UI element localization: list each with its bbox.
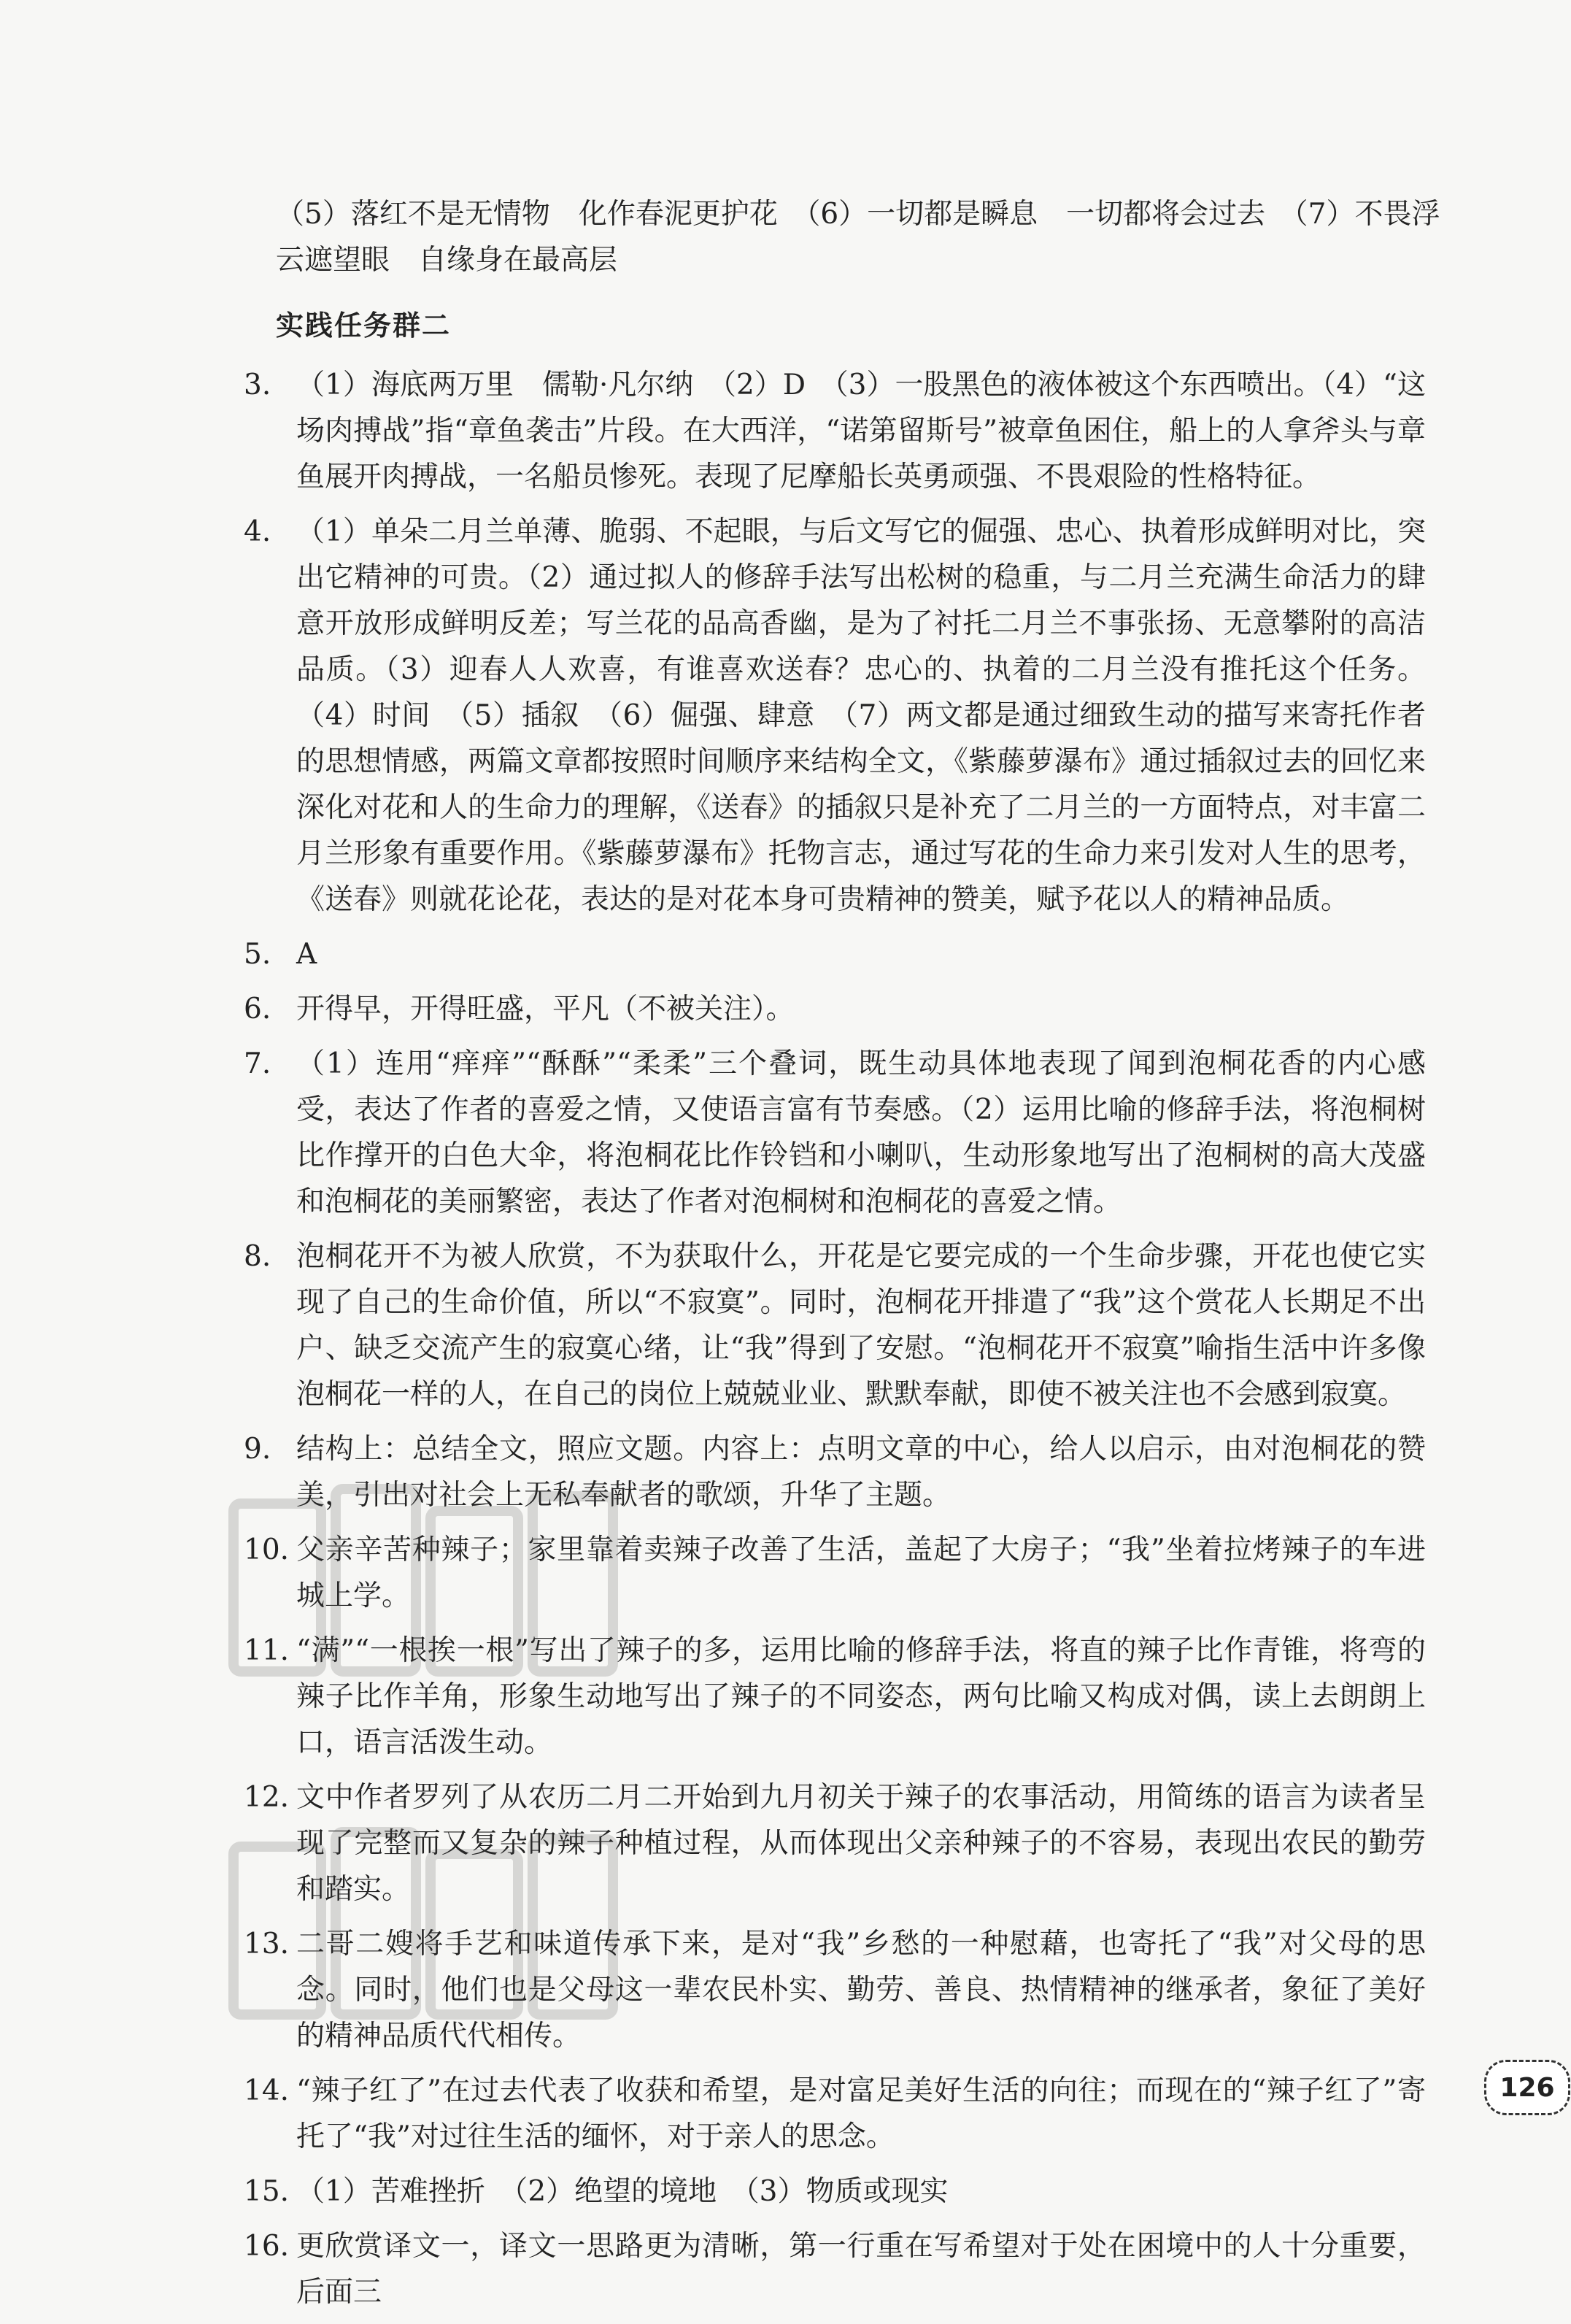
answer-item [244,2223,1426,2315]
answer-item [244,1426,1426,1518]
answer-number: 4. [244,515,271,548]
answer-text: A [296,938,317,971]
answer-number: 8. [244,1240,271,1273]
answer-number: 5. [244,938,271,971]
answer-item [244,509,1426,923]
answer-text: （1）海底两万里 儒勒·凡尔纳 （2）D （3）一股黑色的液体被这个东西喷出。（4）“这场肉搏战”指“章鱼袭击”片段。在大西洋，“诺第留斯号”被章鱼困住，船上的人拿斧头与章鱼展开肉搏战，一名船员惨死。表现了尼摩船长英勇顽强、不畏艰险的性格特征。 [296,369,1426,493]
answer-number: 9. [244,1433,271,1466]
answer-text: “满”“一根挨一根”写出了辣子的多，运用比喻的修辞手法，将直的辣子比作青锥，将弯的辣子比作羊角，形象生动地写出了辣子的不同姿态，两句比喻又构成对偶，读上去朗朗上口，语言活泼生动。 [296,1634,1426,1759]
answer-text: （1）苦难挫折 （2）绝望的境地 （3）物质或现实 [296,2175,949,2208]
answer-text: 泡桐花开不为被人欣赏，不为获取什么，开花是它要完成的一个生命步骤，开花也使它实现了自己的生命价值，所以“不寂寞”。同时，泡桐花开排遣了“我”这个赏花人长期足不出户、缺乏交流产生的寂寞心绪，让“我”得到了安慰。“泡桐花开不寂寞”喻指生活中许多像泡桐花一样的人，在自己的岗位上兢兢业业、默默奉献，即使不被关注也不会感到寂寞。 [296,1240,1426,1411]
answer-text: 结构上：总结全文，照应文题。内容上：点明文章的中心，给人以启示，由对泡桐花的赞美，引出对社会上无私奉献者的歌颂，升华了主题。 [296,1433,1426,1512]
intro-answer-line: （5）落红不是无情物 化作春泥更护花 （6）一切都是瞬息 一切都将会过去 （7）不畏浮云遮望眼 自缘身在最高层 [276,198,1440,277]
answer-item [244,1628,1426,1766]
answer-text: 父亲辛苦种辣子；家里靠着卖辣子改善了生活，盖起了大房子；“我”坐着拉烤辣子的车进城上学。 [296,1534,1426,1612]
answer-text: （1）单朵二月兰单薄、脆弱、不起眼，与后文写它的倔强、忠心、执着形成鲜明对比，突出它精神的可贵。（2）通过拟人的修辞手法写出松树的稳重，与二月兰充满生命活力的肆意开放形成鲜明反差；写兰花的品高香幽，是为了衬托二月兰不事张扬、无意攀附的高洁品质。（3）迎春人人欢喜，有谁喜欢送春？忠心的、执着的二月兰没有推托这个任务。（4）时间 （5）插叙 （6）倔强、肆意 （7）两文都是通过细致生动的描写来寄托作者的思想情感，两篇文章都按照时间顺序来结构全文，《紫藤萝瀑布》通过插叙过去的回忆来深化对花和人的生命力的理解，《送春》的插叙只是补充了二月兰的一方面特点，对丰富二月兰形象有重要作用。《紫藤萝瀑布》托物言志，通过写花的生命力来引发对人生的思考，《送春》则就花论花，表达的是对花本身可贵精神的赞美，赋予花以人的精神品质。 [296,515,1426,916]
answer-item [244,1234,1426,1417]
answer-text: 二哥二嫂将手艺和味道传承下来，是对“我”乡愁的一种慰藉，也寄托了“我”对父母的思念。同时，他们也是父母这一辈农民朴实、勤劳、善良、热情精神的继承者，象征了美好的精神品质代代相传。 [296,1928,1426,2052]
answer-item [244,986,1426,1032]
answer-number: 14. [244,2074,290,2107]
answer-item [244,1527,1426,1619]
answer-item [244,2169,1426,2215]
answer-number: 15. [244,2175,290,2208]
section-title: 实践任务群二 [276,309,452,342]
answer-text: 文中作者罗列了从农历二月二开始到九月初关于辣子的农事活动，用简练的语言为读者呈现了完整而又复杂的辣子种植过程，从而体现出父亲种辣子的不容易，表现出农民的勤劳和踏实。 [296,1781,1426,1906]
answer-text: “辣子红了”在过去代表了收获和希望，是对富足美好生活的向往；而现在的“辣子红了”寄托了“我”对过往生活的缅怀，对于亲人的思念。 [296,2074,1426,2153]
answer-number: 3. [244,369,271,401]
answer-number: 7. [244,1047,271,1080]
answer-number: 10. [244,1534,290,1566]
answer-item [244,1041,1426,1225]
answer-text: （1）连用“痒痒”“酥酥”“柔柔”三个叠词，既生动具体地表现了闻到泡桐花香的内心感受，表达了作者的喜爱之情，又使语言富有节奏感。（2）运用比喻的修辞手法，将泡桐树比作撑开的白色大伞，将泡桐花比作铃铛和小喇叭，生动形象地写出了泡桐树的高大茂盛和泡桐花的美丽繁密，表达了作者对泡桐树和泡桐花的喜爱之情。 [296,1047,1426,1218]
answer-number: 12. [244,1781,290,1814]
answer-number: 13. [244,1928,290,1961]
answer-item [244,362,1426,500]
watermark-logo-graphic [219,1803,628,2066]
answer-text: 开得早，开得旺盛，平凡（不被关注）。 [296,993,795,1026]
intro-text-block [276,191,1443,283]
page-number: 126 [1484,2060,1570,2115]
answer-text: 更欣赏译文一，译文一思路更为清晰，第一行重在写希望对于处在困境中的人十分重要，后面三 [296,2230,1426,2309]
answer-number: 6. [244,993,271,1026]
answer-number: 16. [244,2230,290,2263]
answer-item [244,931,1426,977]
answer-item [244,2068,1426,2160]
answer-number: 11. [244,1634,290,1667]
